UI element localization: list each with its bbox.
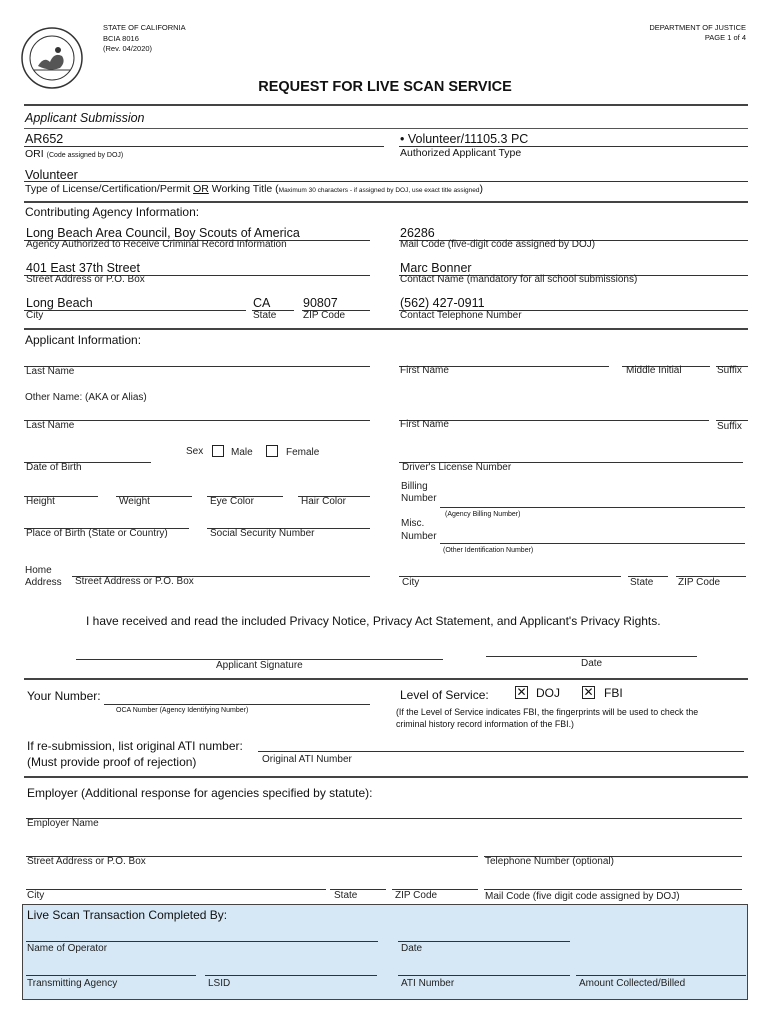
level-note-1: (If the Level of Service indicates FBI, the fingerprints will be used to check the (396, 707, 699, 717)
signature-date-field[interactable] (486, 656, 697, 657)
middle-initial-label: Middle Initial (626, 365, 682, 376)
original-ati-label: Original ATI Number (262, 754, 352, 765)
live-scan-heading: Live Scan Transaction Completed By: (27, 908, 228, 922)
home-street-label: Street Address or P.O. Box (75, 576, 194, 587)
misc-note: (Other Identification Number) (443, 547, 534, 554)
aka-first-name-label: First Name (400, 419, 449, 430)
employer-name-label: Employer Name (27, 818, 99, 829)
ssn-label: Social Security Number (210, 528, 315, 539)
ati-number-field[interactable] (398, 975, 570, 976)
transmitting-agency-label: Transmitting Agency (27, 978, 118, 989)
employer-city-field[interactable] (26, 889, 326, 890)
dob-label: Date of Birth (26, 462, 82, 473)
license-label: Type of License/Certification/Permit OR Working Title (Maximum 30 characters - if assigned by DOJ, use exact title assigned) (25, 183, 484, 195)
home-zip-label: ZIP Code (678, 577, 721, 588)
level-note-2: criminal history record information of the FBI.) (396, 719, 574, 729)
state-name: STATE OF CALIFORNIA (103, 23, 186, 32)
resubmission-line-1: If re-submission, list original ATI number: (27, 739, 243, 753)
home-label-2: Address (25, 577, 62, 588)
employer-state-label: State (334, 890, 358, 901)
signature-label: Applicant Signature (216, 660, 303, 671)
operator-name-field[interactable] (26, 941, 378, 942)
lsid-label: LSID (208, 978, 231, 989)
male-checkbox[interactable] (212, 445, 224, 457)
billing-label-2: Number (401, 493, 437, 504)
lsid-field[interactable] (205, 975, 377, 976)
contact-name-label: Contact Name (mandatory for all school submissions) (400, 274, 638, 285)
employer-street-label: Street Address or P.O. Box (27, 856, 146, 867)
home-label-1: Home (25, 565, 52, 576)
privacy-statement: I have received and read the included Privacy Notice, Privacy Act Statement, and Applicant's Privacy Rights. (86, 614, 661, 628)
sex-label: Sex (186, 446, 204, 457)
ori-label: ORI (Code assigned by DOJ) (25, 148, 124, 160)
department-name: DEPARTMENT OF JUSTICE (649, 23, 746, 32)
applicant-type-value[interactable]: • Volunteer/11105.3 PC (400, 132, 529, 146)
street-label: Street Address or P.O. Box (26, 274, 145, 285)
first-name-label: First Name (400, 365, 449, 376)
employer-name-field[interactable] (26, 818, 742, 819)
page-number: PAGE 1 of 4 (704, 33, 746, 42)
weight-label: Weight (119, 496, 150, 507)
male-label: Male (231, 447, 253, 458)
home-city-label: City (402, 577, 420, 588)
hair-color-label: Hair Color (301, 496, 347, 507)
last-name-label: Last Name (26, 366, 75, 377)
female-checkbox[interactable] (266, 445, 278, 457)
employer-mailcode-label: Mail Code (five digit code assigned by DOJ) (485, 891, 680, 902)
transmitting-agency-field[interactable] (26, 975, 196, 976)
live-scan-date-label: Date (401, 943, 423, 954)
aka-last-name-field[interactable] (24, 420, 370, 421)
applicant-info-heading: Applicant Information: (25, 333, 142, 347)
home-city-field[interactable] (399, 576, 621, 577)
oca-number-label: OCA Number (Agency Identifying Number) (116, 707, 249, 714)
state-value[interactable]: CA (253, 296, 271, 310)
billing-number-field[interactable] (440, 507, 745, 508)
zip-value[interactable]: 90807 (303, 296, 338, 310)
misc-number-field[interactable] (440, 543, 745, 544)
female-label: Female (286, 447, 320, 458)
form-number: BCIA 8016 (103, 34, 139, 43)
page-title: REQUEST FOR LIVE SCAN SERVICE (258, 79, 512, 95)
billing-note: (Agency Billing Number) (445, 511, 521, 518)
applicant-submission-heading: Applicant Submission (25, 111, 145, 125)
contributing-agency-heading: Contributing Agency Information: (25, 205, 200, 219)
home-state-label: State (630, 577, 654, 588)
city-value[interactable]: Long Beach (26, 296, 93, 310)
amount-label: Amount Collected/Billed (579, 978, 686, 989)
doj-checkbox[interactable]: ✕ (516, 685, 527, 699)
agency-label: Agency Authorized to Receive Criminal Record Information (26, 239, 287, 250)
signature-date-label: Date (581, 658, 603, 669)
other-name-label: Other Name: (AKA or Alias) (25, 392, 147, 403)
phone-label: Contact Telephone Number (400, 310, 522, 321)
mail-code-value[interactable]: 26286 (400, 226, 435, 240)
city-label: City (26, 310, 44, 321)
billing-label-1: Billing (401, 481, 428, 492)
agency-value[interactable]: Long Beach Area Council, Boy Scouts of America (26, 226, 300, 240)
aka-last-name-label: Last Name (26, 420, 75, 431)
original-ati-field[interactable] (258, 751, 744, 752)
level-of-service-label: Level of Service: (400, 688, 489, 702)
applicant-type-label: Authorized Applicant Type (400, 147, 522, 159)
your-number-label: Your Number: (27, 689, 101, 703)
phone-value[interactable]: (562) 427-0911 (400, 296, 485, 310)
drivers-license-label: Driver's License Number (402, 462, 512, 473)
fbi-label: FBI (604, 686, 623, 700)
live-scan-date-field[interactable] (398, 941, 570, 942)
zip-label: ZIP Code (303, 310, 346, 321)
revision-date: (Rev. 04/2020) (103, 44, 153, 53)
resubmission-line-2: (Must provide proof of rejection) (27, 755, 197, 769)
fbi-checkbox[interactable]: ✕ (583, 685, 594, 699)
employer-city-label: City (27, 890, 45, 901)
eye-color-label: Eye Color (210, 496, 254, 507)
misc-label-2: Number (401, 531, 437, 542)
amount-field[interactable] (576, 975, 746, 976)
suffix-label: Suffix (717, 365, 742, 376)
street-value[interactable]: 401 East 37th Street (26, 261, 140, 275)
ati-number-label: ATI Number (401, 978, 455, 989)
aka-suffix-label: Suffix (717, 421, 742, 432)
employer-zip-label: ZIP Code (395, 890, 438, 901)
license-value[interactable]: Volunteer (25, 168, 78, 182)
misc-label-1: Misc. (401, 518, 425, 529)
employer-heading: Employer (Additional response for agencies specified by statute): (27, 786, 373, 800)
place-of-birth-label: Place of Birth (State or Country) (26, 528, 168, 539)
employer-phone-label: Telephone Number (optional) (485, 856, 614, 867)
contact-name-value[interactable]: Marc Bonner (400, 261, 472, 275)
height-label: Height (26, 496, 55, 507)
operator-name-label: Name of Operator (27, 943, 108, 954)
oca-number-field[interactable] (104, 704, 370, 705)
employer-mailcode-field[interactable] (484, 889, 742, 890)
mail-code-label: Mail Code (five-digit code assigned by DOJ) (400, 239, 596, 250)
ori-value[interactable]: AR652 (25, 132, 64, 146)
doj-label: DOJ (536, 686, 560, 700)
last-name-field[interactable] (24, 366, 370, 367)
state-label: State (253, 310, 277, 321)
